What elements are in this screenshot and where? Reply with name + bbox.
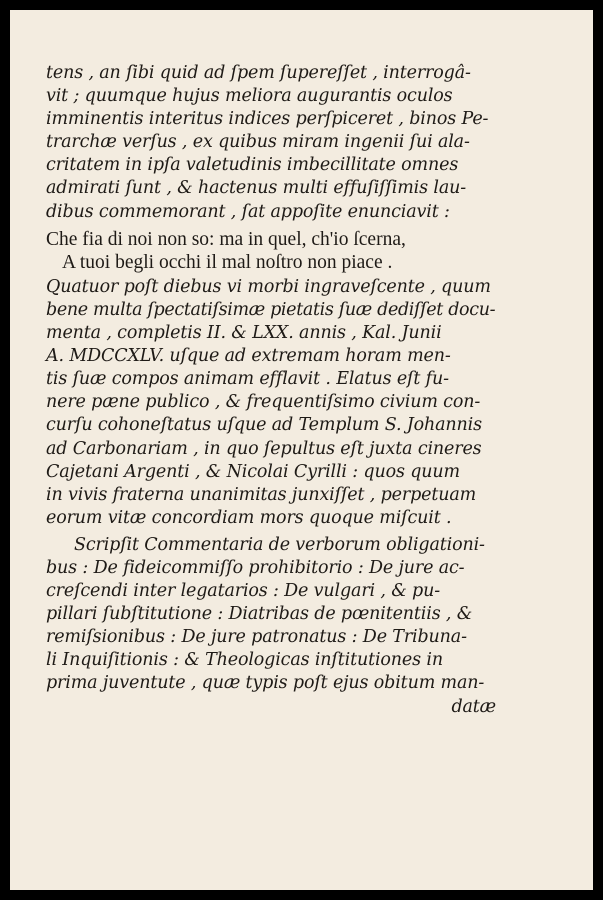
text-line: in vivis fraterna unanimitas junxiſſet , perpetuam — [46, 484, 477, 505]
text-line: nere pæne publico , & frequentiſsimo civium con- — [46, 392, 481, 413]
verse-line: Che fia di noi non so: ma in quel, ch'io ſcerna, — [46, 228, 406, 250]
text-line: Scripſit Commentaria de verborum obligationi- — [74, 534, 485, 555]
text-line: bene multa ſpectatiſsimæ pietatis ſuæ dediſſet docu- — [46, 299, 496, 320]
text-line: pillari ſubſtitutione : Diatribas de pœnitentiis , & — [46, 604, 473, 625]
text-line: admirati ſunt , & hactenus multi effuſiſſimis lau- — [46, 178, 466, 199]
text-line: tens , an ſibi quid ad ſpem ſupereſſet , interrogâ- — [46, 63, 471, 83]
text-line: dibus commemorant , ſat appoſite enunciavit : — [46, 201, 450, 222]
text-line: li Inquiſitionis : & Theologicas inſtitutiones in — [46, 650, 443, 671]
text-line: tis ſuæ compos animam efflavit . Elatus eſt fu- — [46, 369, 449, 390]
text-line: curſu cohoneſtatus uſque ad Templum S. Johannis — [46, 415, 482, 436]
text-line: trarchæ verſus , ex quibus miram ingenii ſui ala- — [46, 132, 470, 153]
text-line: prima juventute , quæ typis poſt ejus obitum man- — [46, 673, 485, 694]
text-line: bus : De fideicommiſſo prohibitorio : De jure ac- — [46, 557, 465, 578]
verse-line: A tuoi begli occhi il mal noſtro non piace . — [62, 251, 393, 273]
text-line: eorum vitæ concordiam mors quoque miſcuit . — [46, 507, 452, 528]
catchword: datæ — [451, 696, 496, 717]
text-line: imminentis interitus indices perſpiceret , binos Pe- — [46, 109, 489, 130]
text-line: Quatuor poſt diebus vi morbi ingraveſcente , quum — [46, 276, 491, 297]
text-line: menta , completis II. & LXX. annis , Kal. Junii — [46, 323, 442, 344]
book-page — [10, 10, 593, 890]
text-line: critatem in ipſa valetudinis imbecillitate omnes — [46, 155, 459, 176]
text-line: remiſsionibus : De jure patronatus : De Tribuna- — [46, 627, 467, 648]
text-line: Cajetani Argenti , & Nicolai Cyrilli : quos quum — [46, 461, 460, 482]
text-line: creſcendi inter legatarios : De vulgari , & pu- — [46, 581, 440, 602]
text-line: A. MDCCXLV. uſque ad extremam horam men- — [46, 346, 451, 367]
page-text — [46, 62, 496, 719]
text-line: vit ; quumque hujus meliora augurantis oculos — [46, 86, 453, 107]
text-line: ad Carbonariam , in quo ſepultus eſt juxta cineres — [46, 438, 482, 459]
catchword-line — [46, 696, 496, 719]
